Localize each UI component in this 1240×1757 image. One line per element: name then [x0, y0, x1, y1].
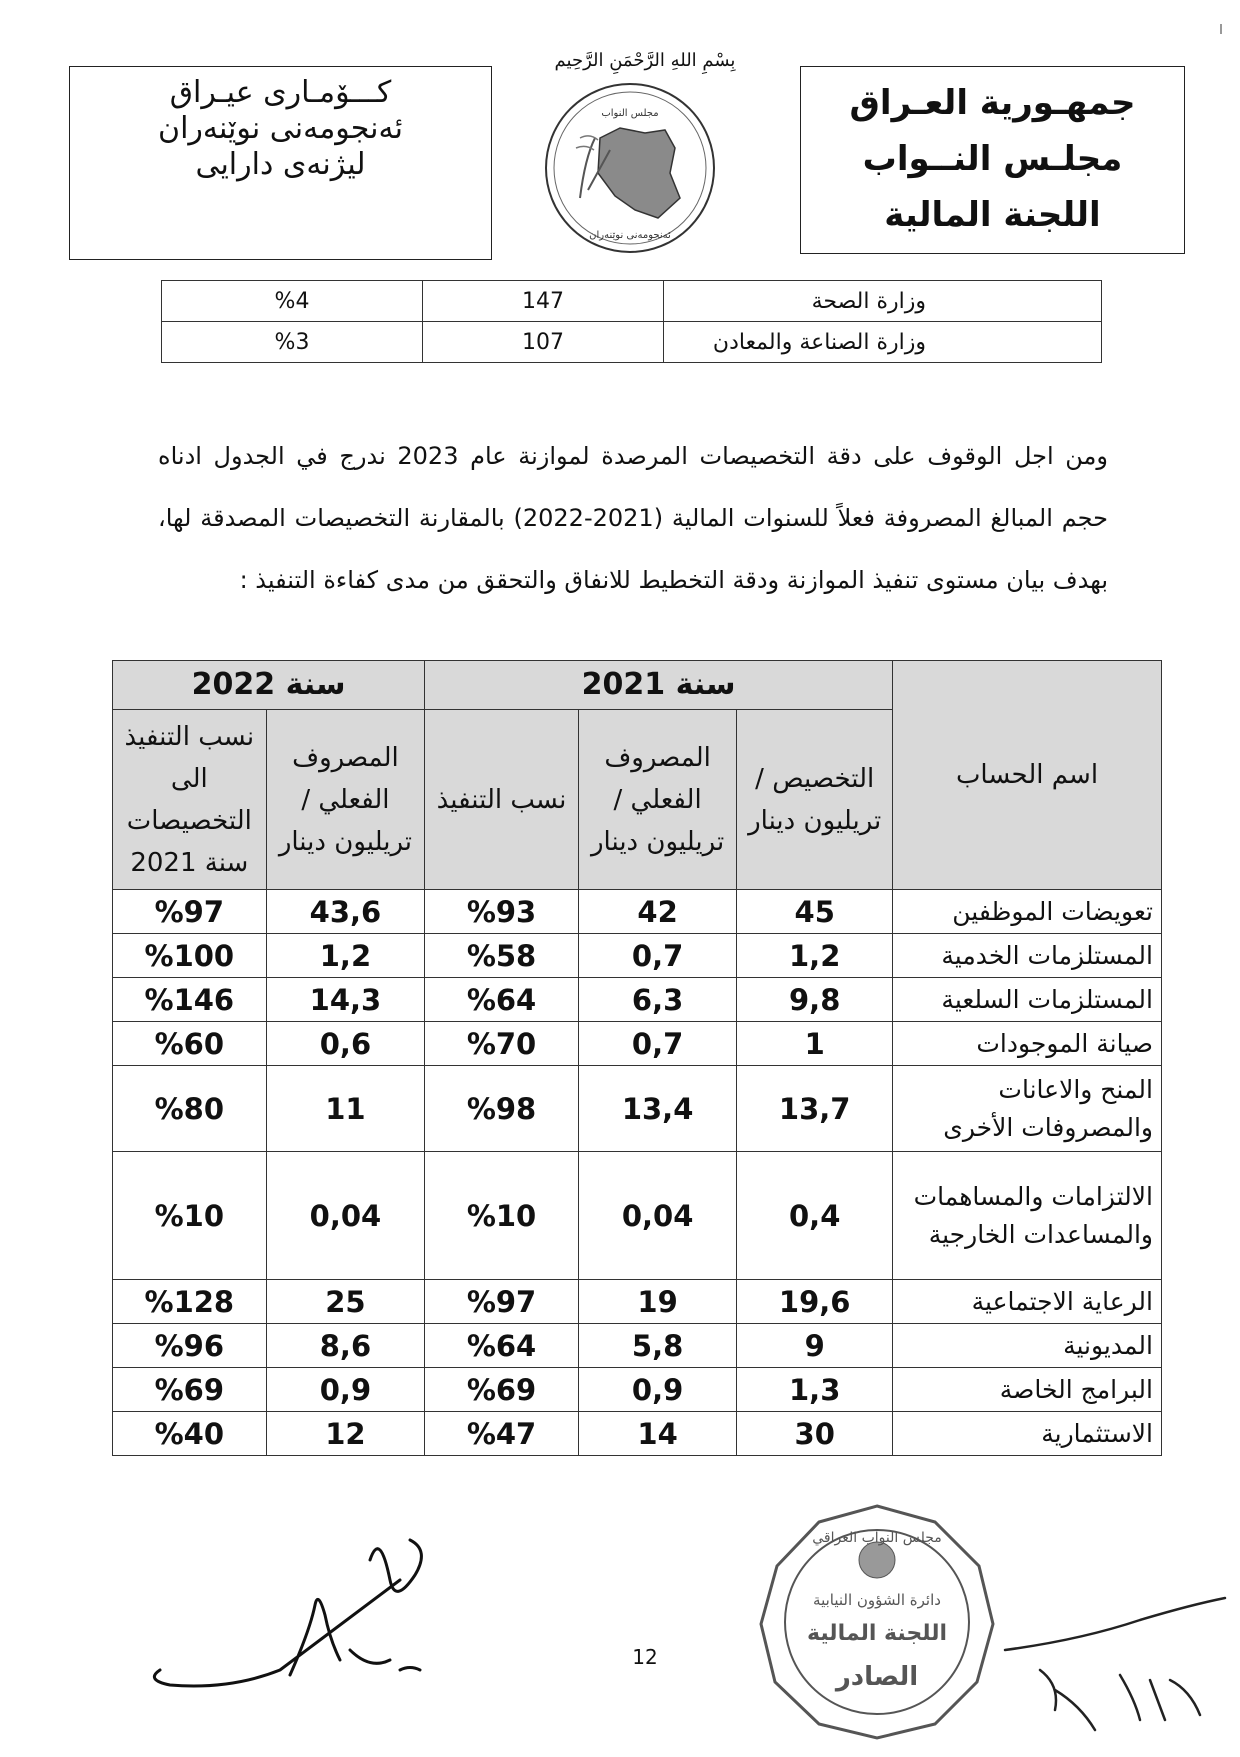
cell-pct-2022: %80 — [113, 1066, 267, 1152]
cell-pct-2021: %64 — [425, 978, 579, 1022]
signature-image — [140, 1520, 470, 1700]
header-allocation: التخصيص / تريليون دينار — [737, 710, 893, 890]
cell-spent-2022: 43,6 — [266, 890, 425, 934]
cell-pct-2021: %97 — [425, 1280, 579, 1324]
cell-spent-2022: 25 — [266, 1280, 425, 1324]
table-row — [113, 1066, 1162, 1152]
header-pct-2022: نسب التنفيذ الى التخصيصات سنة 2021 — [113, 710, 267, 890]
cell-pct-2022: %100 — [113, 934, 267, 978]
table-row — [162, 322, 1102, 363]
cell-pct-2021: %10 — [425, 1152, 579, 1280]
cell-account: المستلزمات السلعية — [892, 978, 1161, 1022]
header-committee: اللجنة المالية — [884, 195, 1101, 235]
table-row — [113, 934, 1162, 978]
header-right-box — [800, 66, 1185, 254]
top-row-value: 107 — [423, 322, 664, 363]
cell-account: البرامج الخاصة — [892, 1368, 1161, 1412]
cell-spent-2021: 19 — [578, 1280, 737, 1324]
header-country: جمهـورية العـراق — [849, 83, 1136, 123]
header-spent-2022: المصروف الفعلي / تريليون دينار — [266, 710, 425, 890]
cell-account: الاستثمارية — [892, 1412, 1161, 1456]
cell-account: المديونية — [892, 1324, 1161, 1368]
cell-spent-2021: 0,7 — [578, 1022, 737, 1066]
cell-allocation: 1,3 — [737, 1368, 893, 1412]
basmala: بِسْمِ اللهِ الرَّحْمَنِ الرَّحِيم — [554, 50, 736, 71]
cell-pct-2022: %60 — [113, 1022, 267, 1066]
cell-pct-2021: %64 — [425, 1324, 579, 1368]
cell-pct-2022: %96 — [113, 1324, 267, 1368]
cell-pct-2021: %70 — [425, 1022, 579, 1066]
budget-comparison-table — [112, 660, 1162, 1456]
header-kurdish-parliament: ئەنجومەنی نوێنەران — [158, 111, 403, 146]
stamp-line-1: مجلس النواب العراقي — [812, 1530, 942, 1546]
cell-account: الالتزامات والمساهمات والمساعدات الخارجية — [892, 1152, 1161, 1280]
cell-account: المنح والاعانات والمصروفات الأخرى — [892, 1066, 1161, 1152]
cell-account: صيانة الموجودات — [892, 1022, 1161, 1066]
cell-allocation: 30 — [737, 1412, 893, 1456]
cell-account: الرعاية الاجتماعية — [892, 1280, 1161, 1324]
scan-mark — [1220, 24, 1222, 34]
cell-spent-2022: 8,6 — [266, 1324, 425, 1368]
table-row — [113, 1280, 1162, 1324]
table-body — [113, 890, 1162, 1456]
cell-spent-2021: 42 — [578, 890, 737, 934]
cell-allocation: 9 — [737, 1324, 893, 1368]
stamp-line-4: الصادر — [835, 1662, 919, 1692]
cell-spent-2022: 0,04 — [266, 1152, 425, 1280]
cell-spent-2022: 12 — [266, 1412, 425, 1456]
top-row-value: 147 — [423, 281, 664, 322]
cell-allocation: 13,7 — [737, 1066, 893, 1152]
cell-allocation: 1,2 — [737, 934, 893, 978]
cell-spent-2021: 13,4 — [578, 1066, 737, 1152]
cell-spent-2022: 1,2 — [266, 934, 425, 978]
cell-allocation: 19,6 — [737, 1280, 893, 1324]
table-row — [113, 1022, 1162, 1066]
cell-spent-2021: 14 — [578, 1412, 737, 1456]
cell-spent-2021: 0,9 — [578, 1368, 737, 1412]
cell-pct-2022: %40 — [113, 1412, 267, 1456]
top-row-pct: %3 — [162, 322, 423, 363]
cell-pct-2021: %69 — [425, 1368, 579, 1412]
official-stamp-icon — [755, 1500, 1000, 1745]
header-kurdish-committee: لیژنەی دارایی — [195, 147, 366, 182]
top-table — [161, 280, 1102, 363]
top-row-pct: %4 — [162, 281, 423, 322]
parliament-emblem-icon — [540, 78, 720, 258]
cell-pct-2022: %69 — [113, 1368, 267, 1412]
page-number: 12 — [632, 1645, 658, 1669]
table-row — [113, 1368, 1162, 1412]
stamp-line-3: اللجنة المالية — [806, 1621, 948, 1646]
table-row — [113, 1324, 1162, 1368]
cell-pct-2022: %10 — [113, 1152, 267, 1280]
cell-allocation: 9,8 — [737, 978, 893, 1022]
header-year-2021: سنة 2021 — [425, 661, 893, 710]
cell-spent-2021: 5,8 — [578, 1324, 737, 1368]
table-row — [113, 890, 1162, 934]
header-account: اسم الحساب — [892, 661, 1161, 890]
cell-pct-2021: %47 — [425, 1412, 579, 1456]
cell-pct-2022: %128 — [113, 1280, 267, 1324]
cell-allocation: 1 — [737, 1022, 893, 1066]
body-paragraph: ومن اجل الوقوف على دقة التخصيصات المرصدة لموازنة عام 2023 ندرج في الجدول ادناه حجم المبالغ المصروفة فعلاً للسنوات المالية (2021-2022) بالمقارنة التخصيصات المصدقة لها، بهدف بيان مستوى تنفيذ الموازنة ودقة التخطيط للانفاق والتحقق من مدى كفاءة التنفيذ : — [158, 442, 1109, 594]
cell-pct-2022: %146 — [113, 978, 267, 1022]
table-row — [113, 978, 1162, 1022]
emblem-bottom-text: ئەنجومەنی نوێنەران — [589, 230, 671, 241]
top-row-name: وزارة الصناعة والمعادن — [664, 322, 1102, 363]
cell-allocation: 45 — [737, 890, 893, 934]
cell-spent-2021: 0,04 — [578, 1152, 737, 1280]
cell-spent-2022: 14,3 — [266, 978, 425, 1022]
cell-allocation: 0,4 — [737, 1152, 893, 1280]
header-pct-2021: نسب التنفيذ — [425, 710, 579, 890]
cell-pct-2021: %98 — [425, 1066, 579, 1152]
cell-account: تعويضات الموظفين — [892, 890, 1161, 934]
header-parliament: مجلـس النــواب — [862, 139, 1123, 179]
stamp-line-2: دائرة الشؤون النيابية — [813, 1591, 941, 1609]
cell-spent-2022: 11 — [266, 1066, 425, 1152]
cell-pct-2022: %97 — [113, 890, 267, 934]
handwritten-date-mark — [1000, 1580, 1230, 1750]
cell-spent-2022: 0,6 — [266, 1022, 425, 1066]
top-row-name: وزارة الصحة — [664, 281, 1102, 322]
table-row — [113, 1412, 1162, 1456]
cell-account: المستلزمات الخدمية — [892, 934, 1161, 978]
header-spent-2021: المصروف الفعلي / تريليون دينار — [578, 710, 737, 890]
table-row — [162, 281, 1102, 322]
cell-spent-2021: 6,3 — [578, 978, 737, 1022]
cell-pct-2021: %58 — [425, 934, 579, 978]
header-year-2022: سنة 2022 — [113, 661, 425, 710]
cell-pct-2021: %93 — [425, 890, 579, 934]
cell-spent-2021: 0,7 — [578, 934, 737, 978]
header-kurdish-country: كـــۆمـاری عیـراق — [169, 75, 392, 110]
cell-spent-2022: 0,9 — [266, 1368, 425, 1412]
emblem-top-text: مجلس النواب — [601, 108, 659, 119]
table-row — [113, 1152, 1162, 1280]
header-left-box — [69, 66, 492, 260]
